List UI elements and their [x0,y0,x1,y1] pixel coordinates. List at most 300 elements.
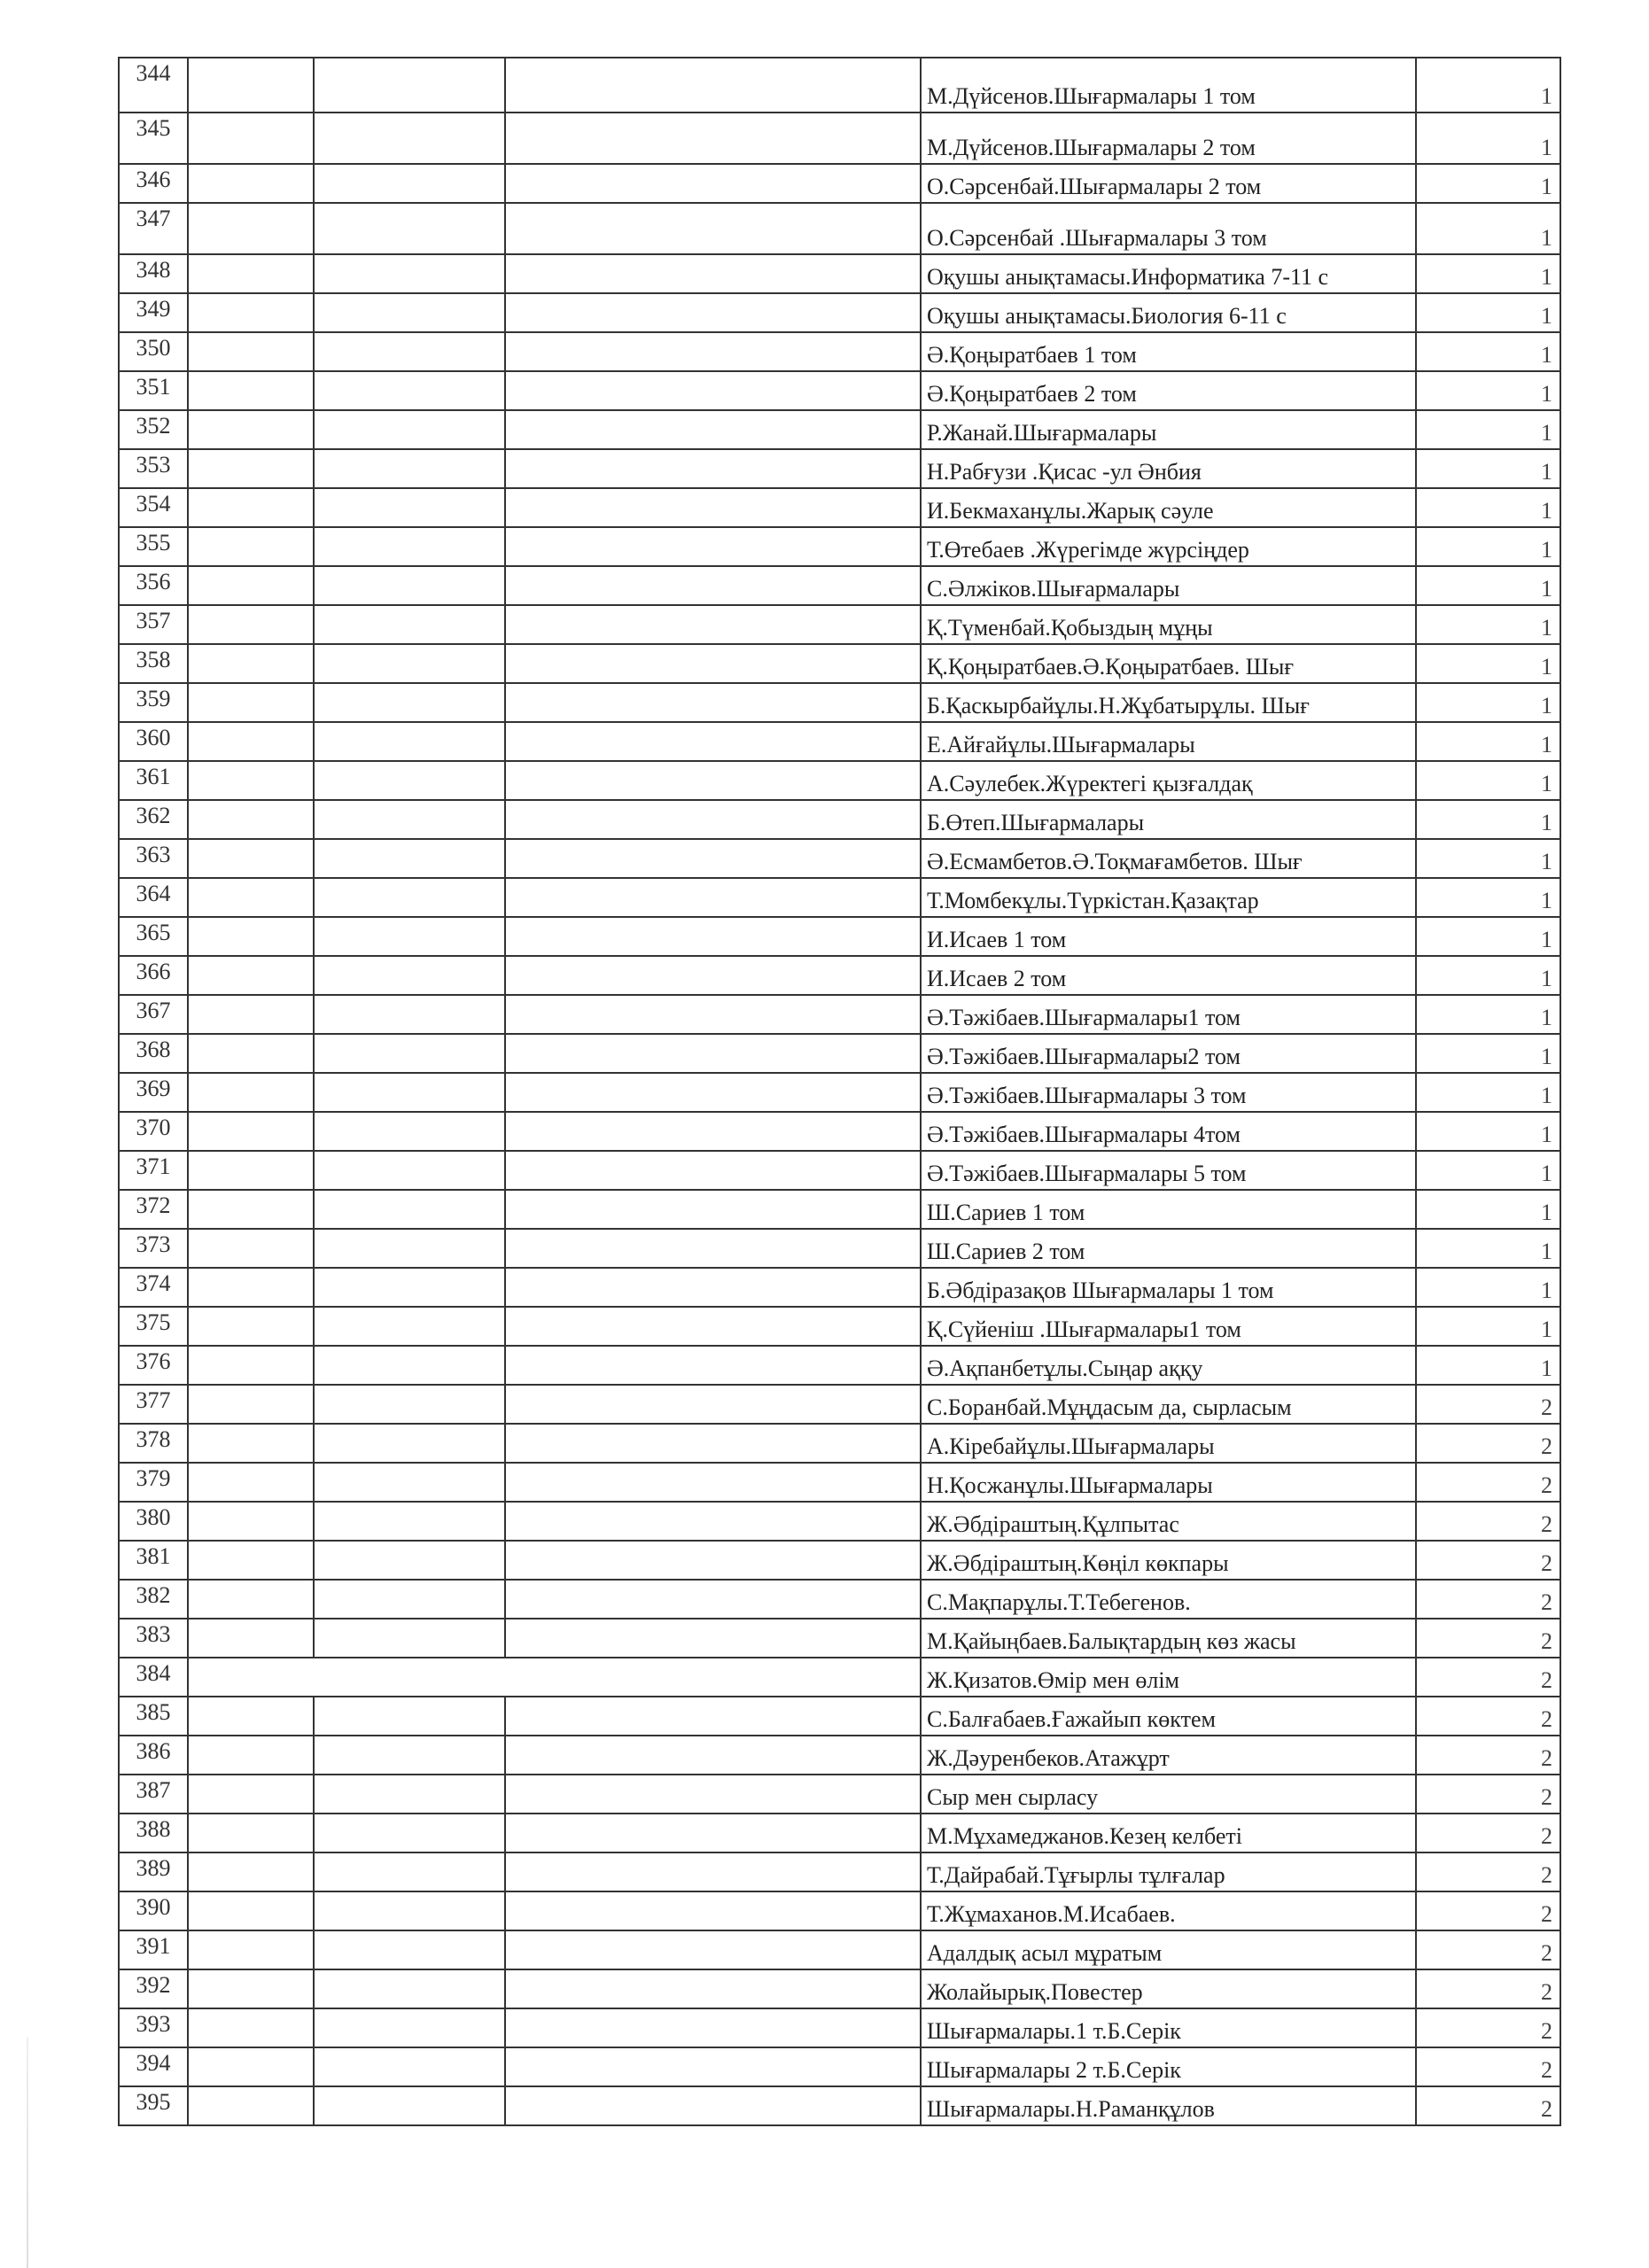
empty-cell [505,1151,921,1190]
book-quantity: 1 [1416,1034,1560,1073]
book-title: О.Сәрсенбай .Шығармалары 3 том [921,203,1416,254]
book-quantity: 2 [1416,2086,1560,2125]
row-number: 364 [119,878,188,917]
table-row [119,1658,1560,1697]
book-quantity: 2 [1416,2008,1560,2047]
book-title: Шығармалары 2 т.Б.Серік [921,2047,1416,2086]
book-quantity: 2 [1416,1463,1560,1502]
book-title: С.Әлжіков.Шығармалары [921,566,1416,605]
empty-cell [505,164,921,203]
row-number: 367 [119,995,188,1034]
book-title: Ә.Тәжібаев.Шығармалары 3 том [921,1073,1416,1112]
empty-cell [505,1891,921,1930]
table-row [119,1346,1560,1385]
table-row [119,566,1560,605]
empty-cell [314,203,505,254]
empty-cell [505,2008,921,2047]
empty-cell [188,2086,314,2125]
book-quantity: 1 [1416,1073,1560,1112]
empty-cell [505,1307,921,1346]
empty-cell [505,917,921,956]
book-title: Н.Рабғузи .Қисас -ул Әнбия [921,449,1416,488]
row-number: 359 [119,683,188,722]
book-quantity: 1 [1416,800,1560,839]
book-quantity: 1 [1416,254,1560,293]
empty-cell [314,1930,505,1969]
empty-cell-merged [188,1658,921,1697]
empty-cell [188,1775,314,1814]
book-quantity: 2 [1416,1658,1560,1697]
row-number: 366 [119,956,188,995]
book-title: О.Сәрсенбай.Шығармалары 2 том [921,164,1416,203]
book-title: Қ.Қоңыратбаев.Ә.Қоңыратбаев. Шығ [921,644,1416,683]
empty-cell [314,1541,505,1580]
book-title: Ә.Қоңыратбаев 2 том [921,371,1416,410]
empty-cell [188,1891,314,1930]
table-row [119,1151,1560,1190]
empty-cell [314,371,505,410]
row-number: 357 [119,605,188,644]
empty-cell [505,1385,921,1424]
scan-edge-mark [27,2038,28,2268]
book-title: Ш.Сариев 1 том [921,1190,1416,1229]
empty-cell [188,1346,314,1385]
row-number: 355 [119,527,188,566]
row-number: 362 [119,800,188,839]
empty-cell [314,683,505,722]
empty-cell [314,995,505,1034]
empty-cell [314,566,505,605]
book-quantity: 1 [1416,203,1560,254]
row-number: 365 [119,917,188,956]
row-number: 361 [119,761,188,800]
empty-cell [314,2047,505,2086]
empty-cell [505,1463,921,1502]
empty-cell [314,917,505,956]
book-quantity: 1 [1416,644,1560,683]
empty-cell [188,878,314,917]
empty-cell [505,488,921,527]
empty-cell [314,1969,505,2008]
empty-cell [188,1736,314,1775]
row-number: 347 [119,203,188,254]
empty-cell [505,203,921,254]
book-quantity: 1 [1416,839,1560,878]
table-row [119,1736,1560,1775]
book-title: Қ.Түменбай.Қобыздың мұңы [921,605,1416,644]
book-quantity: 2 [1416,1619,1560,1658]
table-row [119,1112,1560,1151]
row-number: 344 [119,58,188,113]
table-row [119,683,1560,722]
table-row [119,2008,1560,2047]
empty-cell [505,722,921,761]
empty-cell [505,1736,921,1775]
empty-cell [188,800,314,839]
row-number: 354 [119,488,188,527]
empty-cell [505,1073,921,1112]
row-number: 381 [119,1541,188,1580]
table-row [119,371,1560,410]
book-title: А.Кіребайұлы.Шығармалары [921,1424,1416,1463]
table-row [119,878,1560,917]
empty-cell [314,2008,505,2047]
book-quantity: 1 [1416,410,1560,449]
book-quantity: 1 [1416,58,1560,113]
table-row [119,1463,1560,1502]
book-title: Ә.Тәжібаев.Шығармалары1 том [921,995,1416,1034]
empty-cell [505,683,921,722]
empty-cell [505,2047,921,2086]
book-quantity: 1 [1416,761,1560,800]
empty-cell [188,1307,314,1346]
table-row [119,332,1560,371]
book-quantity: 1 [1416,1112,1560,1151]
table-row [119,722,1560,761]
empty-cell [188,2008,314,2047]
empty-cell [505,878,921,917]
empty-cell [188,293,314,332]
empty-cell [314,1852,505,1891]
book-title: Адалдық асыл мұратым [921,1930,1416,1969]
empty-cell [188,1424,314,1463]
book-title: Б.Әбдіразақов Шығармалары 1 том [921,1268,1416,1307]
empty-cell [505,644,921,683]
book-inventory-body [119,58,1560,2125]
empty-cell [188,1930,314,1969]
empty-cell [314,761,505,800]
book-title: С.Мақпарұлы.Т.Тебегенов. [921,1580,1416,1619]
table-row [119,254,1560,293]
book-quantity: 2 [1416,1736,1560,1775]
row-number: 389 [119,1852,188,1891]
empty-cell [188,1268,314,1307]
empty-cell [188,1385,314,1424]
book-quantity: 1 [1416,113,1560,164]
book-title: Ж.Қизатов.Өмір мен өлім [921,1658,1416,1697]
empty-cell [505,332,921,371]
table-row [119,1775,1560,1814]
book-title: И.Исаев 1 том [921,917,1416,956]
book-title: Жолайырық.Повестер [921,1969,1416,2008]
book-quantity: 1 [1416,1307,1560,1346]
row-number: 376 [119,1346,188,1385]
row-number: 378 [119,1424,188,1463]
empty-cell [505,254,921,293]
row-number: 391 [119,1930,188,1969]
empty-cell [188,761,314,800]
empty-cell [188,449,314,488]
empty-cell [188,1034,314,1073]
empty-cell [505,761,921,800]
empty-cell [505,527,921,566]
book-quantity: 1 [1416,917,1560,956]
empty-cell [314,1580,505,1619]
table-row [119,1268,1560,1307]
book-quantity: 1 [1416,1346,1560,1385]
table-row [119,2086,1560,2125]
row-number: 382 [119,1580,188,1619]
book-title: Сыр мен сырласу [921,1775,1416,1814]
table-row [119,488,1560,527]
row-number: 393 [119,2008,188,2047]
table-row [119,839,1560,878]
book-title: Шығармалары.Н.Раманқұлов [921,2086,1416,2125]
empty-cell [188,1852,314,1891]
row-number: 356 [119,566,188,605]
empty-cell [505,1697,921,1736]
empty-cell [314,449,505,488]
book-title: Ә.Тәжібаев.Шығармалары 5 том [921,1151,1416,1190]
empty-cell [314,113,505,164]
table-row [119,410,1560,449]
book-quantity: 2 [1416,1814,1560,1852]
empty-cell [314,1034,505,1073]
book-quantity: 1 [1416,566,1560,605]
table-row [119,1073,1560,1112]
book-title: Ә.Қоңыратбаев 1 том [921,332,1416,371]
empty-cell [314,254,505,293]
table-row [119,113,1560,164]
book-title: Б.Қаскырбайұлы.Н.Жұбатырұлы. Шығ [921,683,1416,722]
book-title: Ә.Тәжібаев.Шығармалары2 том [921,1034,1416,1073]
book-title: Т.Өтебаев .Жүрегімде жүрсіңдер [921,527,1416,566]
row-number: 346 [119,164,188,203]
empty-cell [505,1034,921,1073]
book-quantity: 1 [1416,1190,1560,1229]
empty-cell [505,1775,921,1814]
table-row [119,449,1560,488]
empty-cell [314,800,505,839]
row-number: 375 [119,1307,188,1346]
row-number: 370 [119,1112,188,1151]
row-number: 372 [119,1190,188,1229]
empty-cell [188,1619,314,1658]
table-row [119,1190,1560,1229]
empty-cell [314,164,505,203]
empty-cell [188,1112,314,1151]
row-number: 388 [119,1814,188,1852]
book-title: Оқушы анықтамасы.Информатика 7-11 с [921,254,1416,293]
row-number: 350 [119,332,188,371]
book-quantity: 1 [1416,527,1560,566]
empty-cell [505,1424,921,1463]
book-quantity: 1 [1416,449,1560,488]
empty-cell [188,1463,314,1502]
row-number: 353 [119,449,188,488]
empty-cell [188,1969,314,2008]
row-number: 374 [119,1268,188,1307]
row-number: 348 [119,254,188,293]
empty-cell [314,1814,505,1852]
book-quantity: 2 [1416,1852,1560,1891]
empty-cell [505,1852,921,1891]
table-row [119,995,1560,1034]
book-title: С.Боранбай.Мұңдасым да, сырласым [921,1385,1416,1424]
book-quantity: 2 [1416,1580,1560,1619]
empty-cell [505,58,921,113]
table-row [119,644,1560,683]
empty-cell [188,1814,314,1852]
table-row [119,761,1560,800]
empty-cell [188,1190,314,1229]
book-quantity: 2 [1416,1775,1560,1814]
empty-cell [314,1190,505,1229]
row-number: 349 [119,293,188,332]
empty-cell [314,1697,505,1736]
empty-cell [188,371,314,410]
empty-cell [188,722,314,761]
table-row [119,1541,1560,1580]
empty-cell [314,1463,505,1502]
row-number: 387 [119,1775,188,1814]
empty-cell [505,1268,921,1307]
table-row [119,1229,1560,1268]
empty-cell [505,371,921,410]
empty-cell [188,113,314,164]
empty-cell [314,1229,505,1268]
row-number: 380 [119,1502,188,1541]
empty-cell [314,293,505,332]
book-quantity: 2 [1416,1541,1560,1580]
empty-cell [505,800,921,839]
table-row [119,1891,1560,1930]
empty-cell [505,1580,921,1619]
book-title: М.Дүйсенов.Шығармалары 1 том [921,58,1416,113]
book-quantity: 1 [1416,164,1560,203]
book-quantity: 2 [1416,1502,1560,1541]
book-quantity: 1 [1416,293,1560,332]
book-title: Ә.Тәжібаев.Шығармалары 4том [921,1112,1416,1151]
row-number: 371 [119,1151,188,1190]
empty-cell [505,839,921,878]
empty-cell [188,644,314,683]
book-quantity: 2 [1416,1930,1560,1969]
row-number: 363 [119,839,188,878]
empty-cell [505,410,921,449]
book-title: Т.Жұмаханов.М.Исабаев. [921,1891,1416,1930]
row-number: 385 [119,1697,188,1736]
empty-cell [314,1307,505,1346]
empty-cell [505,1619,921,1658]
empty-cell [188,1229,314,1268]
row-number: 345 [119,113,188,164]
row-number: 379 [119,1463,188,1502]
table-row [119,293,1560,332]
empty-cell [188,1580,314,1619]
empty-cell [188,488,314,527]
book-title: М.Қайыңбаев.Балықтардың көз жасы [921,1619,1416,1658]
empty-cell [188,839,314,878]
row-number: 368 [119,1034,188,1073]
empty-cell [505,605,921,644]
empty-cell [314,527,505,566]
book-title: Қ.Сүйеніш .Шығармалары1 том [921,1307,1416,1346]
book-title: С.Балғабаев.Ғажайып көктем [921,1697,1416,1736]
row-number: 369 [119,1073,188,1112]
empty-cell [188,527,314,566]
empty-cell [188,1151,314,1190]
empty-cell [188,917,314,956]
empty-cell [314,488,505,527]
book-quantity: 1 [1416,683,1560,722]
book-quantity: 1 [1416,371,1560,410]
book-quantity: 1 [1416,995,1560,1034]
book-title: А.Сәулебек.Жүректегі қызғалдақ [921,761,1416,800]
book-title: Т.Момбекұлы.Түркістан.Қазақтар [921,878,1416,917]
row-number: 384 [119,1658,188,1697]
row-number: 352 [119,410,188,449]
book-title: Т.Дайрабай.Тұғырлы тұлғалар [921,1852,1416,1891]
table-row [119,800,1560,839]
empty-cell [505,1112,921,1151]
table-row [119,1034,1560,1073]
empty-cell [188,1502,314,1541]
empty-cell [314,1151,505,1190]
book-title: М.Мұхамеджанов.Кезең келбеті [921,1814,1416,1852]
empty-cell [188,605,314,644]
row-number: 360 [119,722,188,761]
empty-cell [505,1541,921,1580]
table-row [119,1852,1560,1891]
empty-cell [505,1814,921,1852]
book-quantity: 2 [1416,1424,1560,1463]
empty-cell [314,1346,505,1385]
book-title: Е.Айғайұлы.Шығармалары [921,722,1416,761]
table-row [119,956,1560,995]
table-row [119,1385,1560,1424]
empty-cell [505,995,921,1034]
empty-cell [314,1112,505,1151]
empty-cell [314,410,505,449]
row-number: 383 [119,1619,188,1658]
empty-cell [188,410,314,449]
book-quantity: 1 [1416,878,1560,917]
empty-cell [314,722,505,761]
empty-cell [188,956,314,995]
table-row [119,1502,1560,1541]
book-quantity: 1 [1416,1151,1560,1190]
empty-cell [314,956,505,995]
empty-cell [188,254,314,293]
empty-cell [188,995,314,1034]
empty-cell [188,1073,314,1112]
book-inventory-table [118,57,1561,2126]
book-title: М.Дүйсенов.Шығармалары 2 том [921,113,1416,164]
book-quantity: 1 [1416,1268,1560,1307]
table-row [119,605,1560,644]
empty-cell [505,2086,921,2125]
empty-cell [188,2047,314,2086]
row-number: 392 [119,1969,188,2008]
empty-cell [505,113,921,164]
book-quantity: 1 [1416,1229,1560,1268]
book-title: И.Бекмаханұлы.Жарық сәуле [921,488,1416,527]
row-number: 373 [119,1229,188,1268]
empty-cell [314,1073,505,1112]
table-row [119,1930,1560,1969]
row-number: 395 [119,2086,188,2125]
empty-cell [188,683,314,722]
empty-cell [314,58,505,113]
empty-cell [314,839,505,878]
book-title: Ж.Әбдіраштың.Құлпытас [921,1502,1416,1541]
book-quantity: 1 [1416,722,1560,761]
empty-cell [505,566,921,605]
empty-cell [314,1424,505,1463]
book-quantity: 2 [1416,1697,1560,1736]
empty-cell [505,1229,921,1268]
